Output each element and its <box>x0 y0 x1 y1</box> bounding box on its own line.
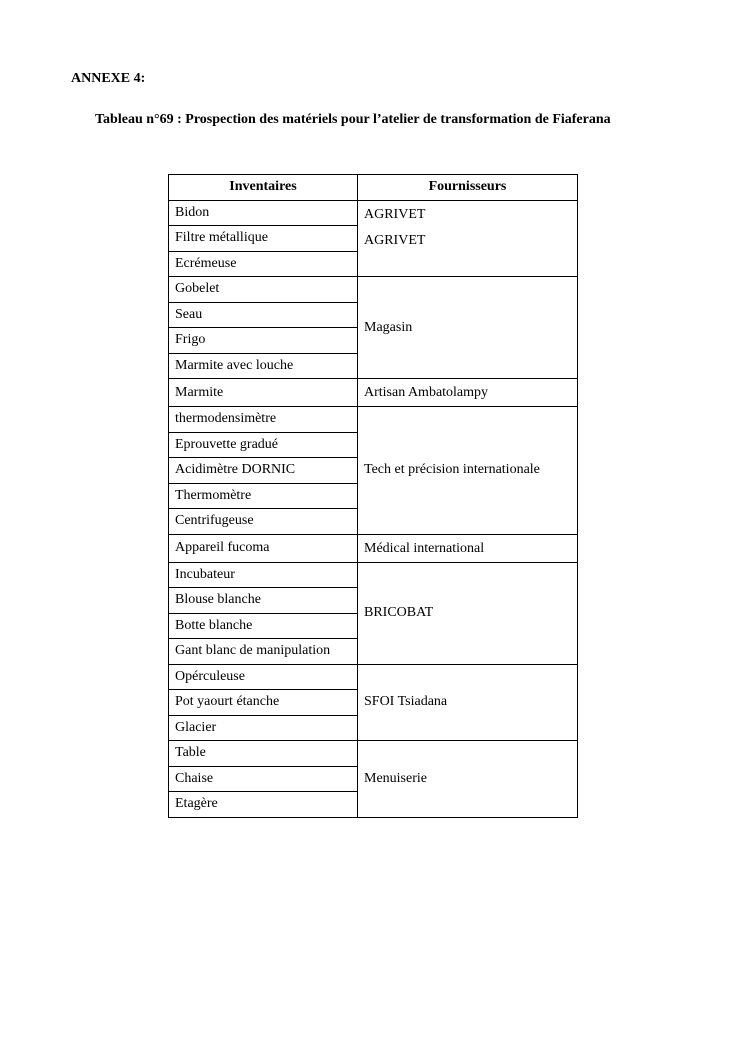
table-row <box>169 534 578 562</box>
supplier-name: AGRIVET <box>364 232 426 248</box>
supplier-cell <box>358 407 578 535</box>
inventory-item: Frigo <box>169 328 358 354</box>
inventory-item: Incubateur <box>169 562 358 588</box>
supplier-name: Artisan Ambatolampy <box>364 385 489 400</box>
inventory-item: Ecrémeuse <box>169 251 358 277</box>
supplier-cell <box>358 741 578 818</box>
inventory-item: Pot yaourt étanche <box>169 690 358 716</box>
table-row <box>169 407 578 433</box>
table-row <box>169 277 578 303</box>
inventory-item: Glacier <box>169 715 358 741</box>
inventory-item: Chaise <box>169 766 358 792</box>
supplier-name: AGRIVET <box>364 206 426 222</box>
supplier-cell <box>358 200 578 277</box>
table-row <box>169 664 578 690</box>
annex-title: ANNEXE 4: <box>71 71 146 86</box>
inventory-item: Marmite avec louche <box>169 353 358 379</box>
supplier-cell <box>358 664 578 741</box>
inventory-item: Opérculeuse <box>169 664 358 690</box>
supplier-name: SFOI Tsiadana <box>364 694 448 710</box>
table-header-row <box>169 175 578 201</box>
inventory-item: Appareil fucoma <box>169 534 358 562</box>
inventory-item: Centrifugeuse <box>169 509 358 535</box>
inventory-item: Blouse blanche <box>169 588 358 614</box>
table-row <box>169 379 578 407</box>
inventory-table <box>168 174 578 818</box>
inventory-item: thermodensimètre <box>169 407 358 433</box>
table-row <box>169 741 578 767</box>
inventory-item: Filtre métallique <box>169 226 358 252</box>
table-row <box>169 562 578 588</box>
inventory-item: Etagère <box>169 792 358 818</box>
inventory-item: Acidimètre DORNIC <box>169 458 358 484</box>
header-supplier: Fournisseurs <box>358 175 578 201</box>
table-row <box>169 200 578 226</box>
inventory-item: Seau <box>169 302 358 328</box>
inventory-item: Bidon <box>169 200 358 226</box>
supplier-name: Tech et précision internationale <box>364 462 540 478</box>
inventory-item: Gant blanc de manipulation <box>169 639 358 665</box>
inventory-item: Botte blanche <box>169 613 358 639</box>
table-caption: Tableau n°69 : Prospection des matériels pour l’atelier de transformation de Fiaferana <box>95 112 611 127</box>
supplier-cell <box>358 534 578 562</box>
supplier-cell <box>358 277 578 379</box>
supplier-name: BRICOBAT <box>364 605 434 620</box>
header-inventory: Inventaires <box>169 175 358 201</box>
supplier-cell <box>358 562 578 664</box>
inventory-item: Gobelet <box>169 277 358 303</box>
table-body <box>169 200 578 817</box>
inventory-item: Marmite <box>169 379 358 407</box>
supplier-name: Magasin <box>364 319 413 335</box>
inventory-item: Eprouvette gradué <box>169 432 358 458</box>
supplier-name: Menuiserie <box>364 770 427 786</box>
inventory-item: Table <box>169 741 358 767</box>
supplier-name: Médical international <box>364 540 485 556</box>
supplier-cell <box>358 379 578 407</box>
inventory-item: Thermomètre <box>169 483 358 509</box>
